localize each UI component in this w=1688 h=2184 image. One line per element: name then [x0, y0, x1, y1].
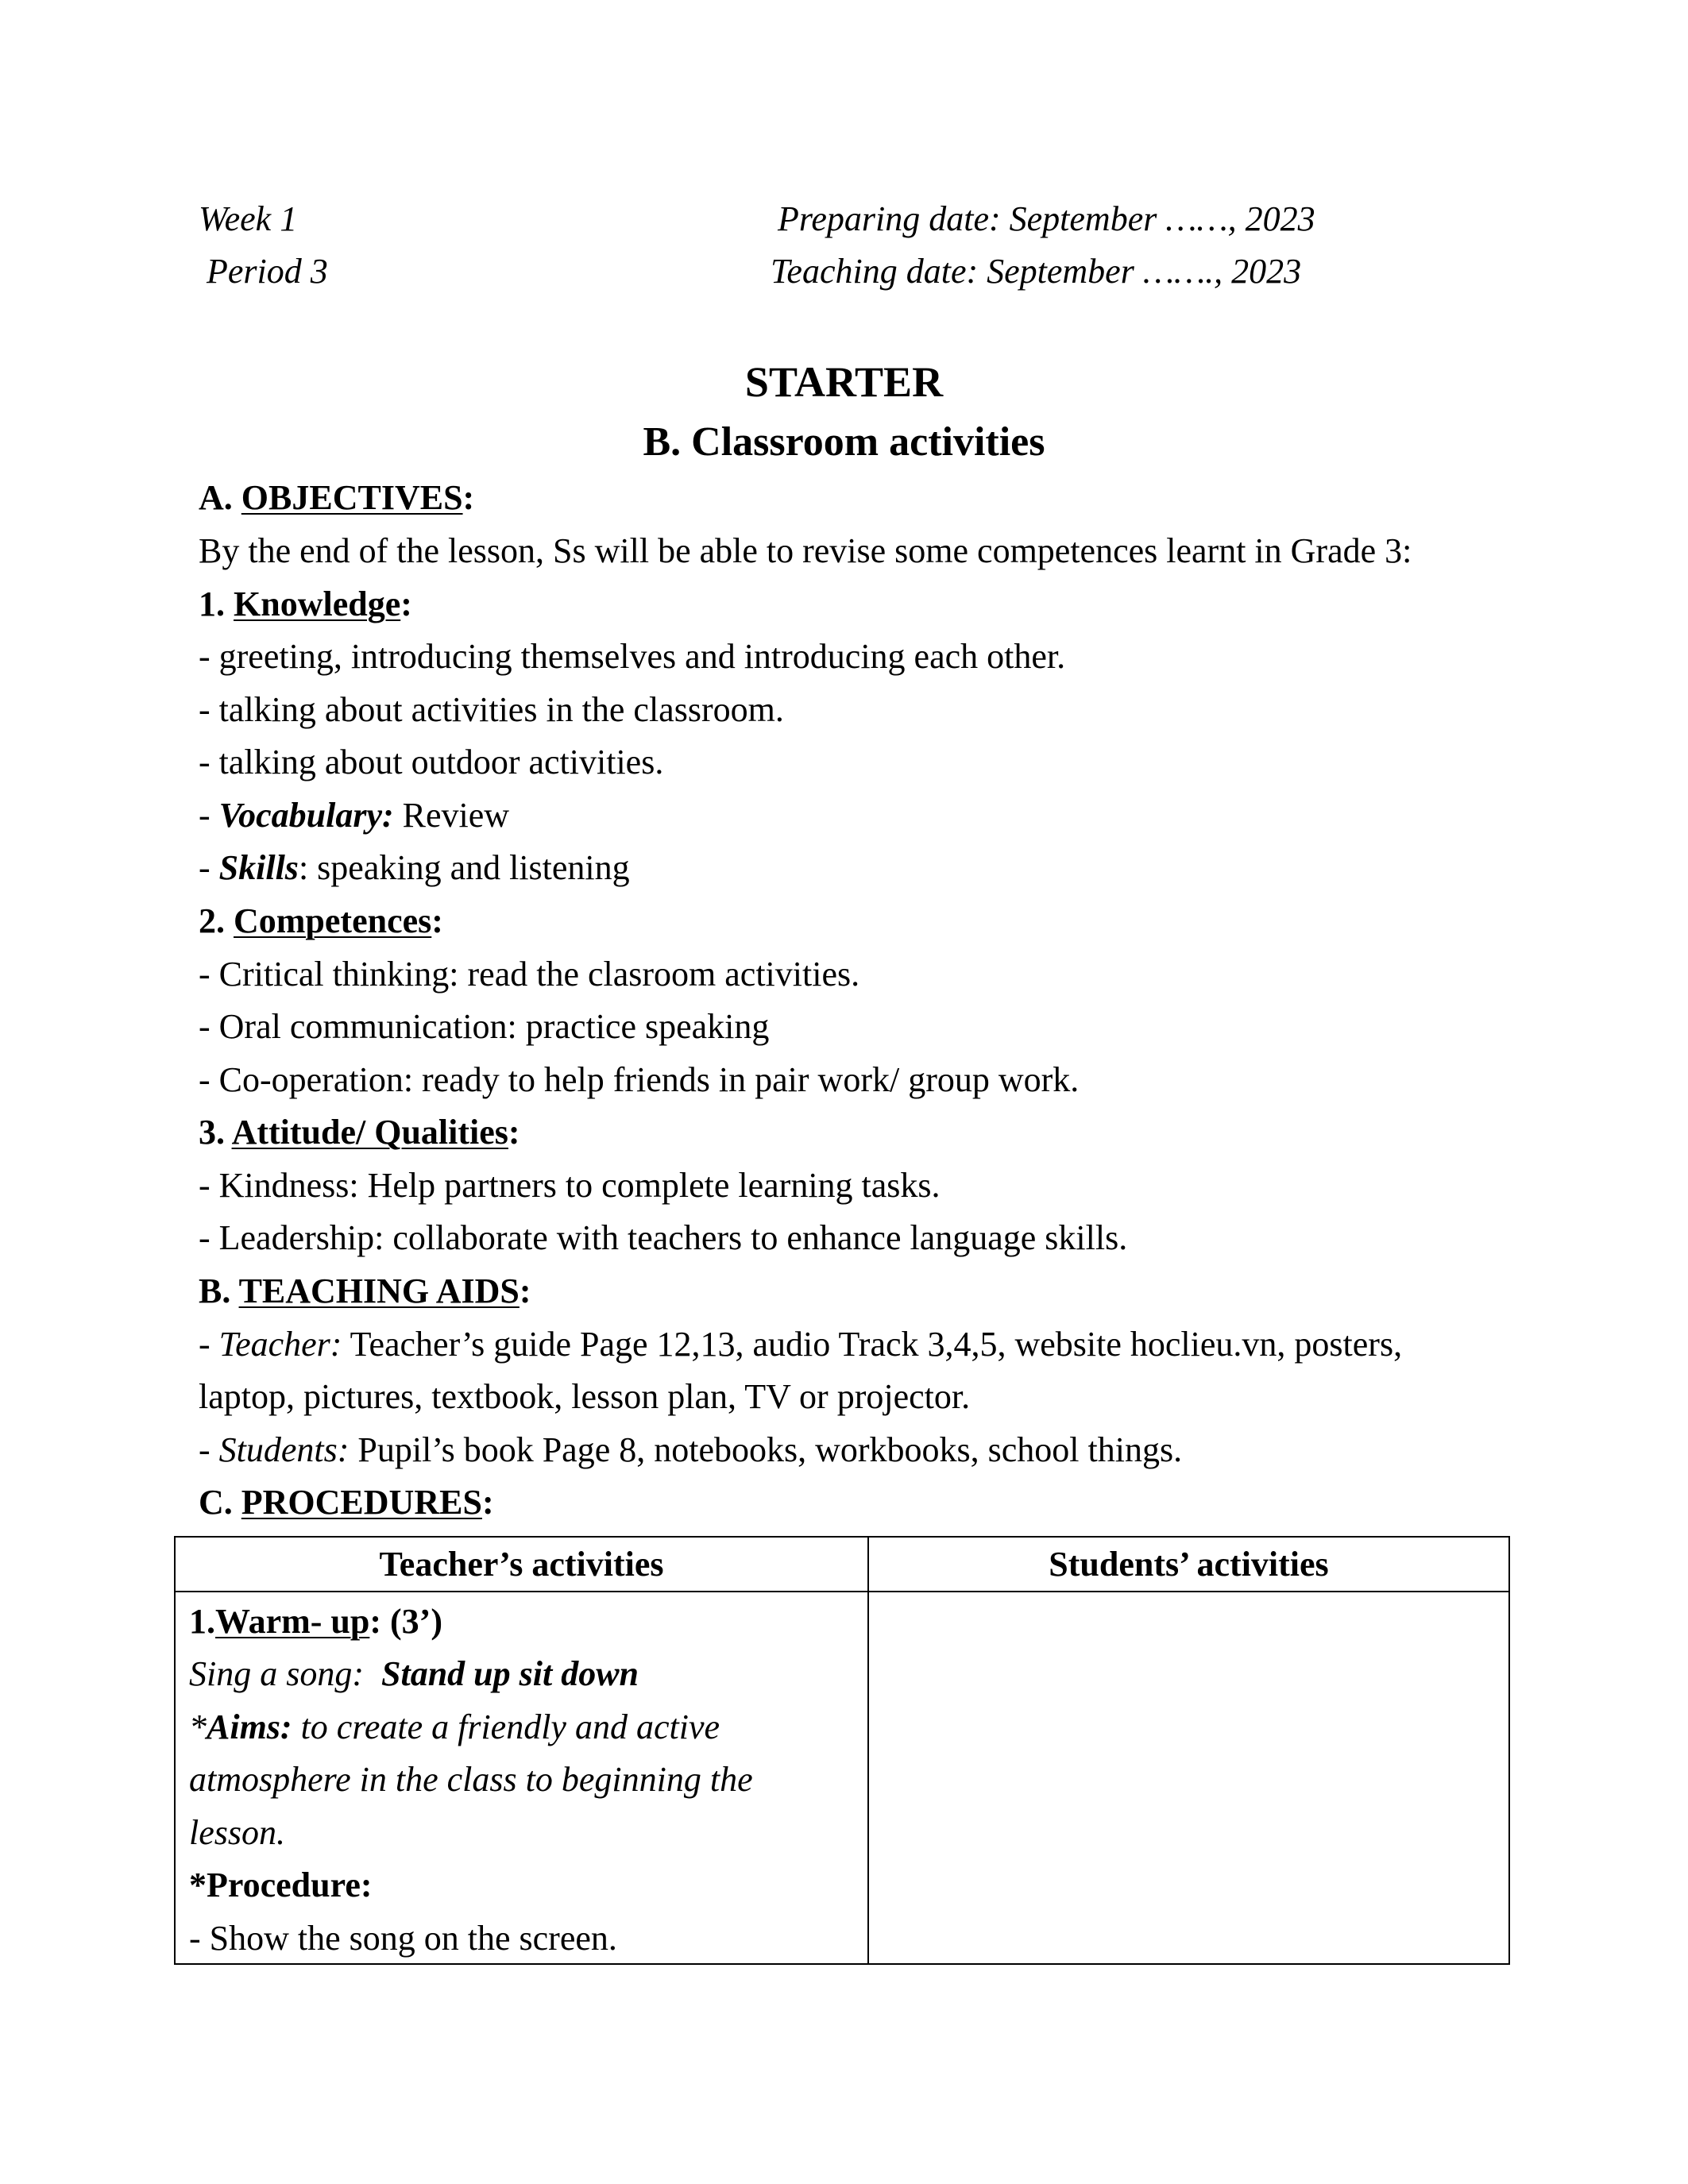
teacher-aids-line: - Teacher: Teacher’s guide Page 12,13, audio Track 3,4,5, website hoclieu.vn, posters,	[199, 1325, 1403, 1364]
skills-line: - Skills: speaking and listening	[199, 848, 630, 887]
procedures-heading: C. PROCEDURES:	[199, 1483, 494, 1522]
attitude-item: - Kindness: Help partners to complete learning tasks.	[199, 1166, 941, 1205]
preparing-date: Preparing date: September ……, 2023	[778, 199, 1315, 238]
unit-title: STARTER	[744, 358, 944, 406]
procedure-label: *Procedure:	[189, 1866, 373, 1904]
competence-item: - Oral communication: practice speaking	[199, 1007, 770, 1046]
teaching-aids-heading: B. TEACHING AIDS:	[199, 1271, 531, 1310]
aims-line: *Aims: to create a friendly and active	[189, 1707, 720, 1746]
objectives-intro: By the end of the lesson, Ss will be able to revise some competences learnt in Grade 3:	[199, 531, 1412, 570]
knowledge-item: - talking about activities in the classroom.	[199, 690, 784, 729]
students-aids-line: - Students: Pupil’s book Page 8, notebooks, workbooks, school things.	[199, 1430, 1183, 1469]
competence-item: - Co-operation: ready to help friends in pair work/ group work.	[199, 1060, 1080, 1099]
attitude-heading: 3. Attitude/ Qualities:	[199, 1113, 520, 1152]
aims-line-cont: atmosphere in the class to beginning the	[189, 1760, 753, 1799]
song-line: Sing a song: Stand up sit down	[189, 1654, 639, 1693]
vocabulary-line: - Vocabulary: Review	[199, 796, 510, 835]
knowledge-item: - greeting, introducing themselves and introducing each other.	[199, 637, 1066, 676]
competences-heading: 2. Competences:	[199, 901, 443, 940]
students-activities-header: Students’ activities	[1049, 1545, 1329, 1584]
procedure-item: - Show the song on the screen.	[189, 1919, 617, 1958]
knowledge-heading: 1. Knowledge:	[199, 585, 412, 623]
table-header-divider	[176, 1591, 1508, 1592]
objectives-heading: A. OBJECTIVES:	[199, 478, 475, 517]
competence-item: - Critical thinking: read the clasroom activities.	[199, 955, 860, 994]
teacher-aids-line-cont: laptop, pictures, textbook, lesson plan, TV or projector.	[199, 1377, 971, 1416]
attitude-item: - Leadership: collaborate with teachers to enhance language skills.	[199, 1218, 1128, 1257]
lesson-title: B. Classroom activities	[643, 419, 1045, 465]
teaching-date: Teaching date: September ……., 2023	[771, 252, 1302, 291]
warmup-heading: 1.Warm- up: (3’)	[189, 1602, 442, 1641]
knowledge-item: - talking about outdoor activities.	[199, 743, 664, 781]
week-label: Week 1	[199, 199, 298, 238]
aims-line-cont: lesson.	[189, 1813, 285, 1852]
period-label: Period 3	[207, 252, 328, 291]
teacher-activities-header: Teacher’s activities	[379, 1545, 664, 1584]
procedures-table	[174, 1536, 1510, 1965]
table-column-divider	[867, 1538, 869, 1963]
